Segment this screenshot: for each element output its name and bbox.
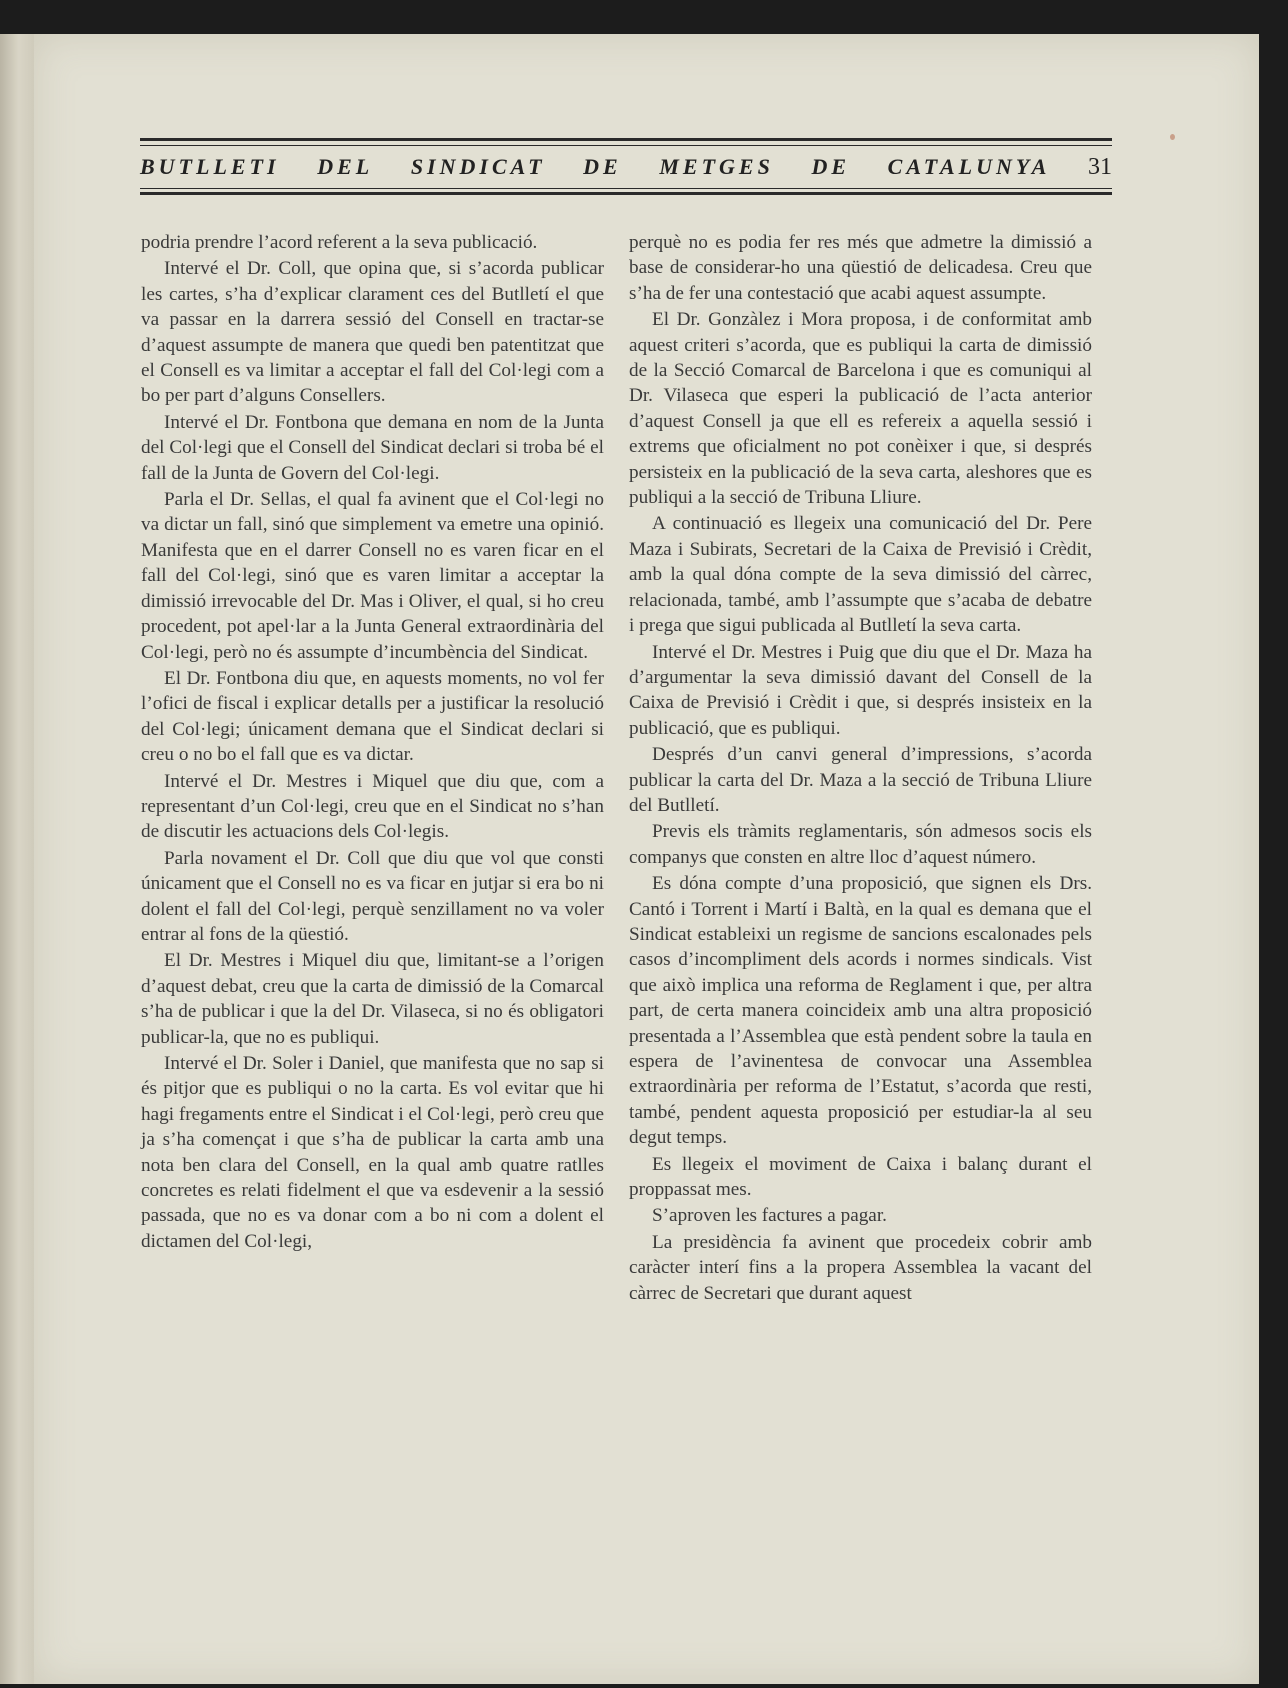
paragraph: Intervé el Dr. Soler i Daniel, que manifesta que no sap si és pitjor que es publiqui o no la carta. Es vol evitar que hi hagi fregaments entre el Sindicat i el Col·legi, però creu que ja s’ha començat i que s’ha de publicar la carta amb una nota ben clara del Consell, en la qual amb quatre ratlles concretes es relati fidelment el que va esdevenir a la sessió passada, que no es va donar com a bo ni com a dolent el dictamen del Col·legi, <box>141 1053 604 1252</box>
paragraph: Intervé el Dr. Mestres i Miquel que diu que, com a representant d’un Col·legi, creu que en el Sindicat no s’han de discutir les actuacions dels Col·legis. <box>141 770 604 843</box>
title-word: METGES <box>659 154 774 179</box>
header-rule-top <box>140 138 1112 141</box>
running-header <box>140 108 1112 198</box>
paragraph: Després d’un canvi general d’impressions, s’acorda publicar la carta del Dr. Maza a la secció de Tribuna Lliure del Butlletí. <box>629 744 1092 816</box>
paragraph: Intervé el Dr. Coll, que opina que, si s’acorda publicar les cartes, s’ha d’explicar clarament ces del Butlletí el que va passar en la darrera sessió del Consell en tractar-se d’aquest assumpte de manera que quedi ben patentitzat que el Consell es va limitar a acceptar el fall del Col·legi com a bo per part d’alguns Consellers. <box>141 258 604 407</box>
paragraph: Parla el Dr. Sellas, el qual fa avinent que el Col·legi no va dictar un fall, sinó que simplement va emetre una opinió. Manifesta que en el darrer Consell no es varen ficar en el fall del Col·legi, sinó que es varen limitar a acceptar la dimissió irrevocable del Dr. Mas i Oliver, el qual, si ho creu procedent, pot apel·lar a la Junta General extraordinària del Col·legi, però no és assumpte d’incumbència del Sindicat. <box>141 489 604 663</box>
ink-spot <box>1170 134 1175 140</box>
paragraph: perquè no es podia fer res més que admetre la dimissió a base de considerar-ho una qüestió de delicadesa. Creu que s’ha de fer una contestació que acabi aquest assumpte. <box>629 232 1092 304</box>
header-rule-top-thin <box>140 145 1112 146</box>
header-rule-bottom-thin <box>140 188 1112 189</box>
paragraph: Parla novament el Dr. Coll que diu que vol que consti únicament que el Consell no es va ficar en jutjar si era bo ni dolent el fall del Col·legi, perquè senzillament no va voler entrar al fons de la qüestió. <box>141 847 604 945</box>
paragraph: A continuació es llegeix una comunicació del Dr. Pere Maza i Subirats, Secretari de la Caixa de Previsió i Crèdit, amb la qual dóna compte de la seva dimissió del càrrec, relacionada, també, amb l’assumpte que s’acaba de debatre i prega que sigui publicada al Butlletí la seva carta. <box>629 513 1092 637</box>
paragraph: podria prendre l’acord referent a la seva publicació. <box>141 232 538 253</box>
title-word: CATALUNYA <box>887 154 1051 179</box>
paragraph: El Dr. Fontbona diu que, en aquests moments, no vol fer l’ofici de fiscal i explicar detalls per a justificar la resolució del Col·legi; únicament demana que el Sindicat declari si creu o no bo el fall que es va dictar. <box>141 667 604 766</box>
left-column <box>141 230 604 1255</box>
paragraph: Es dóna compte d’una proposició, que signen els Drs. Cantó i Torrent i Martí i Baltà, en la qual es demana que el Sindicat estableixi un regisme de sancions escalonades pels casos d’incompliment dels acords i normes sindicals. Vist que això implica una reforma de Reglament i que, per altra part, de certa manera coincideix amb una altra proposició presentada a l’Assemblea que està pendent sobre la taula en espera de l’avinentesa de convocar una Assemblea extraordinària per reforma de l’Estatut, s’acorda que resti, també, pendent aquesta proposició per estudiar-la al seu degut temps. <box>629 873 1092 1149</box>
page-binding-edge <box>0 34 34 1684</box>
paragraph: El Dr. Gonzàlez i Mora proposa, i de conformitat amb aquest criteri s’acorda, que es publiqui la carta de dimissió de la Secció Comarcal de Barcelona i que es comuniqui al Dr. Vilaseca que esperi la publicació de l’acta anterior d’aquest Consell ja que ell es refereix a aquella sessió i extrems que oficialment no pot conèixer i que, si després persisteix en la publicació de la seva carta, aleshores que es publiqui a la secció de Tribuna Lliure. <box>629 309 1092 509</box>
title-word: SINDICAT <box>410 154 546 179</box>
title-word: DE <box>583 154 622 179</box>
header-rule-bottom <box>140 192 1112 195</box>
title-word: DE <box>811 154 851 179</box>
paragraph: Intervé el Dr. Mestres i Puig que diu que el Dr. Maza ha d’argumentar la seva dimissió davant del Consell de la Caixa de Previsió i Crèdit i que, si després insisteix en la publicació, que es publiqui. <box>629 641 1092 739</box>
paragraph: Intervé el Dr. Fontbona que demana en nom de la Junta del Col·legi que el Consell del Sindicat declari si troba bé el fall de la Junta de Govern del Col·legi. <box>141 411 604 484</box>
page-number: 31 <box>1088 154 1112 180</box>
title-word: DEL <box>317 154 374 179</box>
journal-title <box>140 154 1112 181</box>
paragraph: Es llegeix el moviment de Caixa i balanç durant el proppassat mes. <box>629 1153 1092 1201</box>
paragraph: S’aproven les factures a pagar. <box>652 1205 887 1227</box>
paragraph: El Dr. Mestres i Miquel diu que, limitant-se a l’origen d’aquest debat, creu que la carta de dimissió de la Comarcal s’ha de publicar i que la del Dr. Vilaseca, si no és obligatori publicar-la, que no es publiqui. <box>141 950 604 1048</box>
title-word: BUTLLETI <box>140 154 280 179</box>
right-column <box>629 230 1092 1307</box>
paragraph: La presidència fa avinent que procedeix cobrir amb caràcter interí fins a la propera Assemblea la vacant del càrrec de Secretari que durant aquest <box>629 1231 1092 1304</box>
paragraph: Previs els tràmits reglamentaris, són admesos socis els companys que consten en altre lloc d’aquest número. <box>629 821 1092 868</box>
